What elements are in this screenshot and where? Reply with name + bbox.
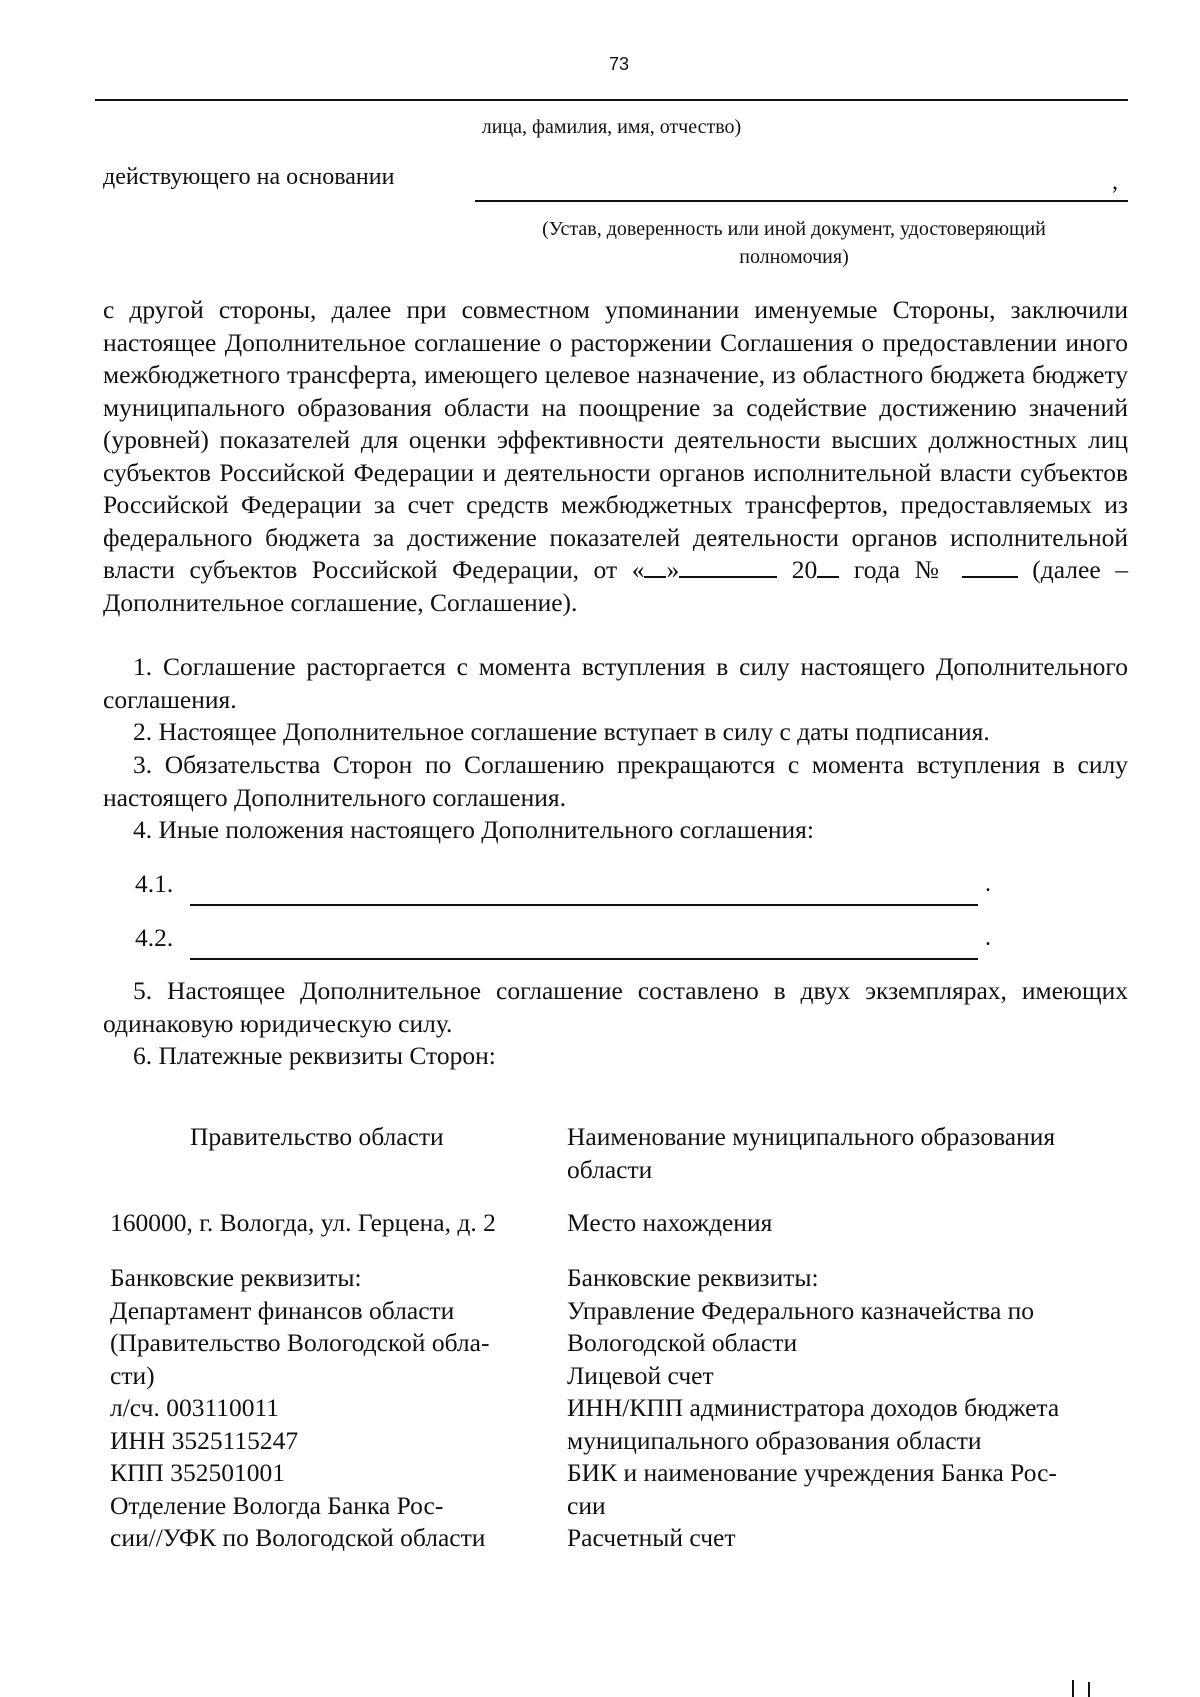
person-caption: лица, фамилия, имя, отчество) — [481, 116, 742, 138]
basis-caption — [460, 215, 1128, 271]
right-bank-line: ИНН/КПП администратора доходов бюджета — [567, 1393, 1060, 1422]
item-4-1-dot: . — [985, 871, 991, 897]
left-bank-line: КПП 352501001 — [110, 1458, 285, 1487]
right-bank-line: муниципального образования области — [567, 1425, 982, 1455]
item-4-2-dot: . — [985, 925, 991, 951]
top-rule — [95, 99, 1128, 101]
left-bank-line: ИНН 3525115247 — [110, 1425, 299, 1455]
item-4-1-line — [190, 904, 978, 906]
item-4-1-label: 4.1. — [135, 869, 174, 898]
item-6: 6. Платежные реквизиты Сторон: — [133, 1041, 496, 1070]
basis-field-line — [475, 200, 1128, 202]
intro-paragraph: с другой стороны, далее при совместном упоминании именуемые Стороны, заключили настоящее Дополнительное соглашение о расторжении Соглашения о предоставлении иного межбюджетного трансферта, имеющего целевое назначение, из областного бюджета бюджету муниципального образования области на поощрение за содействие достижению значений (уровней) показателей для оценки эффективности деятельности высших должностных лиц субъектов Российской Федерации и деятельности органов исполнительной власти субъектов Российской Федерации за счет средств межбюджетных трансфертов, предоставляемых из федерального бюджета за достижение показателей деятельности органов исполнительной власти субъектов Российской Федерации, от « » 20 года № (далее – Дополнительное соглашение, Соглашение). — [103, 295, 1129, 617]
item-4-2-label: 4.2. — [135, 923, 174, 952]
right-bank-details — [567, 1262, 1059, 1555]
right-party-title: Наименование муниципального образования области — [567, 1122, 1056, 1184]
item-4: 4. Иные положения настоящего Дополнительного соглашения: — [133, 815, 814, 844]
year-blank — [817, 556, 839, 578]
left-party-title: Правительство области — [190, 1122, 444, 1151]
month-blank — [679, 556, 777, 578]
left-bank-line: сти) — [110, 1360, 155, 1390]
number-blank — [962, 556, 1018, 578]
basis-caption-line-2: полномочия) — [739, 246, 849, 268]
page-number: 73 — [608, 54, 630, 74]
item-5: 5. Настоящее Дополнительное соглашение составлено в двух экземплярах, имеющих одинаковую юридическую силу. — [103, 976, 1128, 1038]
right-bank-line: Расчетный счет — [567, 1523, 736, 1552]
left-bank-line: Отделение Вологда Банка Рос- — [110, 1490, 444, 1520]
basis-caption-line-1: (Устав, доверенность или иной документ, удостоверяющий — [542, 218, 1046, 240]
left-bank-line: л/сч. 003110011 — [110, 1393, 280, 1422]
item-2: 2. Настоящее Дополнительное соглашение вступает в силу с даты подписания. — [133, 717, 990, 746]
left-bank-line: Банковские реквизиты: — [110, 1263, 362, 1292]
right-bank-line: Лицевой счет — [567, 1360, 714, 1390]
basis-label: действующего на основании — [103, 164, 395, 190]
left-bank-line: сии//УФК по Вологодской области — [110, 1523, 486, 1552]
basis-comma: , — [1112, 169, 1118, 195]
right-bank-line: Банковские реквизиты: — [567, 1263, 819, 1292]
right-party-address: Место нахождения — [567, 1208, 773, 1237]
left-bank-line: (Правительство Вологодской обла- — [110, 1328, 490, 1357]
scan-edge-mark — [1088, 1682, 1090, 1697]
item-3: 3. Обязательства Сторон по Соглашению прекращаются с момента вступления в силу настоящего Дополнительного соглашения. — [103, 750, 1128, 812]
right-bank-line: сии — [567, 1490, 606, 1520]
left-party-address: 160000, г. Вологда, ул. Герцена, д. 2 — [110, 1208, 496, 1237]
right-bank-line: Вологодской области — [567, 1328, 798, 1357]
item-4-2-line — [190, 958, 978, 960]
item-1: 1. Соглашение расторгается с момента вступления в силу настоящего Дополнительного соглашения. — [103, 652, 1128, 714]
left-bank-line: Департамент финансов области — [110, 1295, 455, 1325]
left-bank-details — [110, 1262, 489, 1555]
right-bank-line: БИК и наименование учреждения Банка Рос- — [567, 1458, 1057, 1487]
scan-edge-mark — [1072, 1680, 1074, 1697]
right-bank-line: Управление Федерального казначейства по — [567, 1295, 1035, 1325]
day-blank — [644, 556, 666, 578]
